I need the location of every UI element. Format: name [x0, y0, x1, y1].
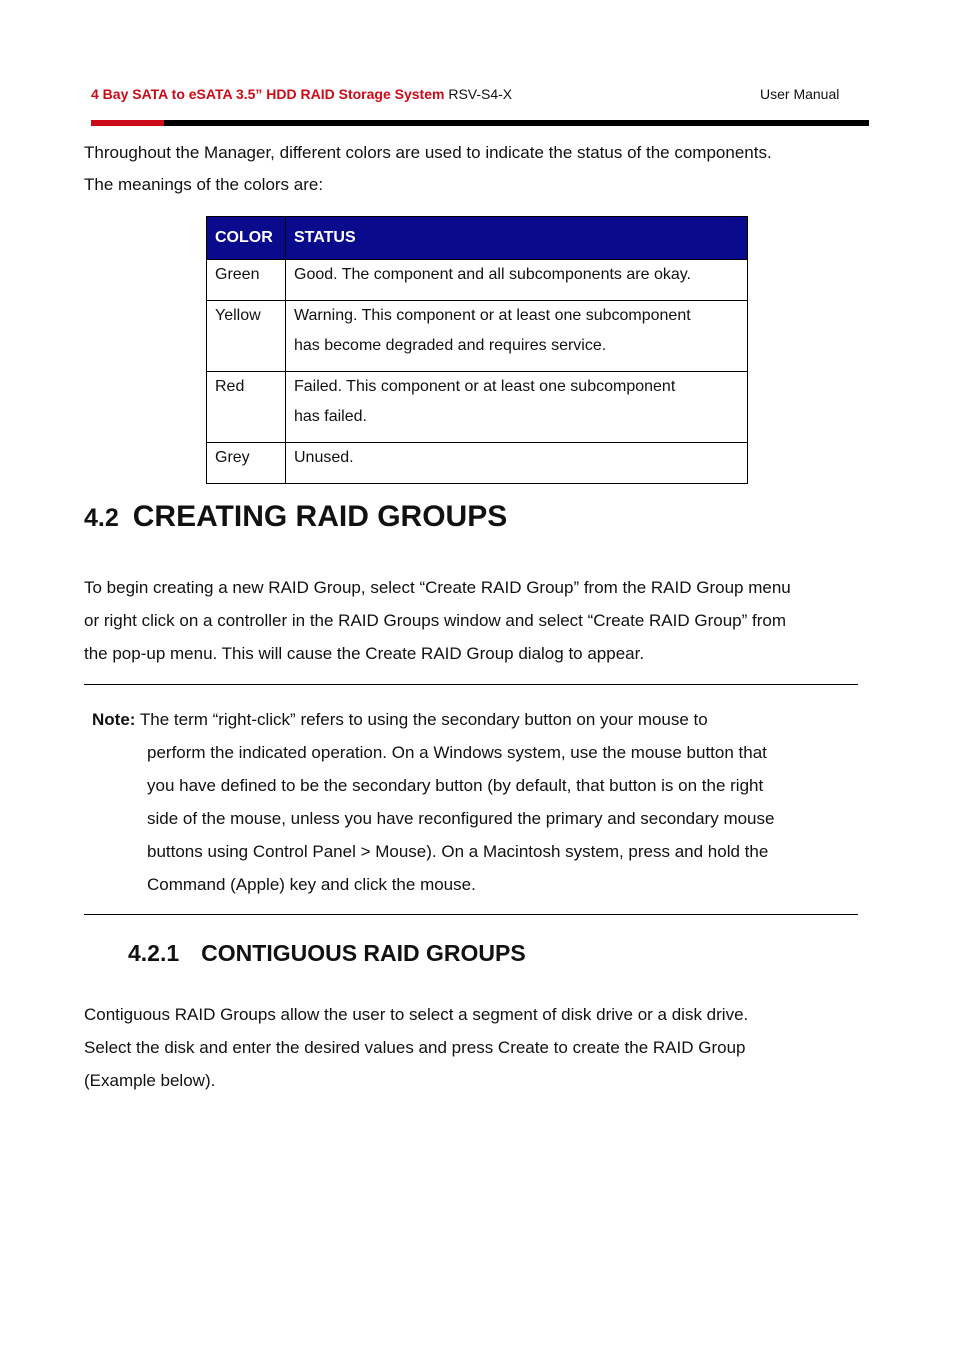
paragraph-line: (Example below). — [84, 1071, 216, 1090]
subsection-title: CONTIGUOUS RAID GROUPS — [201, 940, 526, 966]
subsection-number: 4.2.1 — [128, 940, 180, 966]
table-row — [207, 260, 748, 301]
table-header-row — [207, 217, 748, 260]
color-cell: Green — [207, 260, 286, 301]
note-bottom-rule — [84, 914, 858, 915]
status-line: Unused. — [294, 449, 354, 466]
section-paragraph — [84, 571, 874, 670]
table-row — [207, 301, 748, 372]
subsection-heading — [128, 940, 526, 967]
status-line: Warning. This component or at least one subcomponent — [294, 307, 691, 324]
note-line: buttons using Control Panel > Mouse). On a Macintosh system, press and hold the — [147, 842, 769, 861]
intro-line: Throughout the Manager, different colors are used to indicate the status of the components. — [84, 143, 772, 162]
note-line: side of the mouse, unless you have reconfigured the primary and secondary mouse — [147, 809, 775, 828]
status-cell — [286, 372, 748, 443]
note-block — [92, 703, 852, 901]
model-number: RSV-S4-X — [448, 86, 513, 102]
status-cell — [286, 443, 748, 484]
note-text: The term “right-click” refers to using the secondary button on your mouse to — [139, 710, 708, 729]
note-line: Command (Apple) key and click the mouse. — [147, 875, 476, 894]
header-rule — [91, 120, 869, 126]
table-row — [207, 443, 748, 484]
table-row — [207, 372, 748, 443]
intro-paragraph — [84, 137, 874, 201]
note-line: perform the indicated operation. On a Windows system, use the mouse button that — [147, 743, 767, 762]
product-title: 4 Bay SATA to eSATA 3.5” HDD RAID Storage System — [91, 86, 445, 102]
note-top-rule — [84, 684, 858, 685]
section-number: 4.2 — [84, 504, 119, 532]
intro-line: The meanings of the colors are: — [84, 175, 324, 194]
color-cell: Grey — [207, 443, 286, 484]
paragraph-line: Contiguous RAID Groups allow the user to select a segment of disk drive or a disk drive. — [84, 1005, 749, 1024]
status-cell — [286, 260, 748, 301]
paragraph-line: To begin creating a new RAID Group, select “Create RAID Group” from the RAID Group menu — [84, 578, 791, 597]
paragraph-line: or right click on a controller in the RAID Groups window and select “Create RAID Group” from — [84, 611, 786, 630]
subsection-paragraph — [84, 998, 874, 1097]
paragraph-line: the pop-up menu. This will cause the Create RAID Group dialog to appear. — [84, 644, 645, 663]
color-cell: Red — [207, 372, 286, 443]
note-label: Note: — [92, 710, 136, 729]
section-heading — [84, 500, 507, 534]
note-first-line — [92, 703, 852, 736]
column-header-color: COLOR — [207, 217, 286, 260]
color-status-table — [206, 216, 748, 484]
paragraph-line: Select the disk and enter the desired values and press Create to create the RAID Group — [84, 1038, 746, 1057]
header-title — [91, 86, 512, 102]
column-header-status: STATUS — [286, 217, 748, 260]
header-manual-label: User Manual — [760, 86, 840, 102]
status-line: has become degraded and requires service. — [294, 337, 607, 354]
status-cell — [286, 301, 748, 372]
status-line: Good. The component and all subcomponents are okay. — [294, 266, 691, 283]
color-cell: Yellow — [207, 301, 286, 372]
note-line: you have defined to be the secondary button (by default, that button is on the right — [147, 776, 764, 795]
header-rule-accent — [91, 120, 164, 126]
section-title: CREATING RAID GROUPS — [132, 500, 508, 533]
status-line: has failed. — [294, 408, 367, 425]
status-line: Failed. This component or at least one subcomponent — [294, 378, 676, 395]
